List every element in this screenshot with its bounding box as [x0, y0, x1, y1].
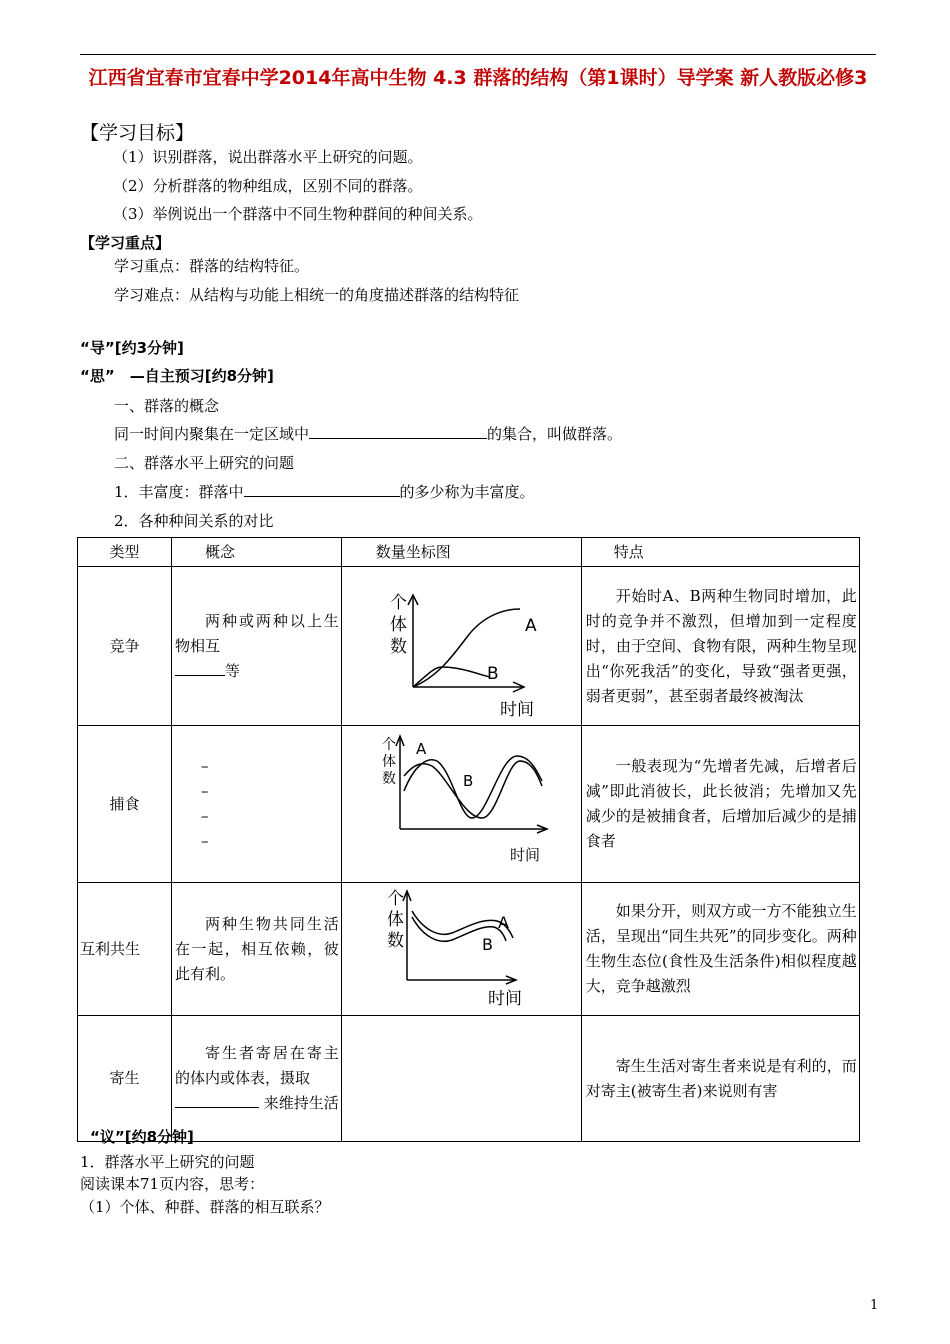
svg-text:数: 数 — [386, 931, 404, 951]
svg-text:个: 个 — [381, 737, 396, 753]
predation-graph-cell — [341, 726, 581, 883]
richness-text-post: 的多少称为丰富度。 — [399, 483, 535, 501]
competition-graph — [342, 567, 581, 717]
predation-feature — [581, 726, 859, 883]
mutualism-concept — [172, 883, 342, 1016]
page-number: 1 — [870, 1298, 879, 1313]
concept-text-post: 的集合，叫做群落。 — [487, 425, 623, 443]
parasitism-concept-text: 寄生者寄居在寄主的体内或体表，摄取 — [175, 1044, 339, 1087]
section-yi: “议”[约8分钟] — [90, 1128, 194, 1146]
label-a: A — [524, 616, 537, 636]
parasitism-concept — [172, 1016, 342, 1142]
difficulty-point: 学习难点：从结构与功能上相统一的角度描述群落的结构特征 — [114, 286, 520, 304]
label-b: B — [481, 935, 493, 954]
predation-graph — [342, 726, 581, 874]
parasitism-blank[interactable] — [175, 1093, 259, 1108]
competition-concept-text: 两种或两种以上生物相互 — [175, 611, 339, 655]
header-graph: 数量坐标图 — [341, 538, 581, 567]
parasitism-feature — [581, 1016, 859, 1142]
table-header-row — [78, 538, 860, 567]
svg-text:体: 体 — [386, 910, 404, 930]
section-dao: “导”[约3分钟] — [80, 339, 184, 357]
top-rule — [80, 54, 876, 55]
question-1-read: 阅读课本71页内容，思考： — [80, 1175, 265, 1193]
mutualism-feature-text: 如果分开，则双方或一方不能独立生活，呈现出“同生共死”的同步变化。两种生物生态位(食性及生活条件)相似程度越大，竞争越激烈 — [585, 902, 857, 995]
competition-blank[interactable] — [175, 661, 225, 676]
relations-table — [77, 537, 860, 1142]
goal-1: （1）识别群落，说出群落水平上研究的问题。 — [113, 148, 423, 166]
table-row — [78, 1016, 860, 1142]
relations-heading: 2．各种种间关系的对比 — [114, 512, 274, 530]
goal-3: （3）举例说出一个群落中不同生物种群间的种间关系。 — [113, 205, 483, 223]
concept-heading: 一、群落的概念 — [114, 397, 220, 415]
predation-concept — [172, 726, 342, 883]
predation-dash-1[interactable]: – — [201, 757, 209, 775]
question-1-sub: （1）个体、种群、群落的相互联系？ — [80, 1198, 330, 1216]
predation-dash-4[interactable]: – — [201, 832, 209, 850]
y-axis-label — [390, 593, 407, 657]
mutualism-concept-text: 两种生物共同生活在一起，相互依赖，彼此有利。 — [175, 914, 339, 983]
concept-text-pre: 同一时间内聚集在一定区域中 — [114, 425, 310, 443]
predation-feature-text: 一般表现为“先增者先减，后增者后减”即此消彼长，此长彼消；先增加又先减少的是被捕食者，后增加后减少的是捕食者 — [585, 757, 857, 850]
key-point: 学习重点：群落的结构特征。 — [114, 257, 310, 275]
row-type-mutualism: 互利共生 — [78, 883, 172, 1016]
svg-text:体: 体 — [381, 754, 396, 770]
richness-text-pre: 1．丰富度：群落中 — [114, 483, 244, 501]
label-a: A — [497, 913, 509, 932]
concept-blank[interactable] — [309, 424, 487, 439]
goals-heading: 【学习目标】 — [80, 122, 195, 144]
y-axis-label — [387, 889, 404, 951]
svg-text:体: 体 — [389, 615, 407, 635]
richness-sentence — [114, 482, 535, 502]
label-b: B — [462, 772, 474, 790]
section-si: “思” —自主预习[约8分钟] — [80, 367, 274, 385]
richness-blank[interactable] — [244, 482, 400, 497]
parasitism-feature-text: 寄生生活对寄生者来说是有利的，而对寄主(被寄生者)来说则有害 — [585, 1056, 857, 1100]
competition-feature — [581, 567, 859, 726]
parasitism-graph-cell — [341, 1016, 581, 1142]
label-b: B — [486, 664, 499, 684]
header-feature: 特点 — [581, 538, 859, 567]
svg-text:数: 数 — [381, 771, 396, 787]
question-1: 1．群落水平上研究的问题 — [80, 1153, 255, 1171]
parasitism-concept-suffix: 来维持生活 — [263, 1094, 339, 1112]
predation-dash-2[interactable]: – — [201, 782, 209, 800]
predation-dash-3[interactable]: – — [201, 807, 209, 825]
label-a: A — [415, 740, 427, 758]
mutualism-graph-cell — [341, 883, 581, 1016]
competition-concept-suffix: 等 — [225, 661, 241, 680]
x-axis-label: 时间 — [509, 846, 540, 864]
svg-text:个: 个 — [389, 593, 407, 613]
competition-graph-cell — [341, 567, 581, 726]
header-concept: 概念 — [172, 538, 342, 567]
row-type-predation: 捕食 — [78, 726, 172, 883]
goal-2: （2）分析群落的物种组成，区别不同的群落。 — [113, 177, 423, 195]
table-row — [78, 567, 860, 726]
svg-text:个: 个 — [386, 889, 404, 909]
research-heading: 二、群落水平上研究的问题 — [114, 454, 295, 472]
table-row — [78, 726, 860, 883]
mutualism-feature — [581, 883, 859, 1016]
concept-sentence — [114, 424, 622, 444]
x-axis-label: 时间 — [487, 989, 522, 1007]
parasitism-concept-line — [175, 1091, 339, 1116]
competition-concept-line — [175, 659, 339, 684]
document-title: 江西省宜春市宜春中学2014年高中生物 4.3 群落的结构（第1课时）导学案 新人教版必修3 — [88, 67, 868, 89]
competition-concept — [172, 567, 342, 726]
x-axis-label: 时间 — [499, 700, 534, 717]
table-row — [78, 883, 860, 1016]
mutualism-graph — [342, 883, 581, 1007]
row-type-competition: 竞争 — [78, 567, 172, 726]
y-axis-label — [382, 737, 396, 787]
competition-feature-text: 开始时A、B两种生物同时增加，此时的竞争并不激烈，但增加到一定程度时，由于空间、食物有限，两种生物呈现出“你死我活”的变化，导致“强者更强，弱者更弱”，甚至弱者最终被淘汰 — [585, 586, 857, 705]
svg-text:数: 数 — [389, 637, 407, 657]
header-type: 类型 — [78, 538, 172, 567]
curve-b — [413, 667, 490, 687]
row-type-parasitism: 寄生 — [78, 1016, 172, 1142]
key-heading: 【学习重点】 — [80, 234, 171, 252]
curve-a — [413, 609, 520, 687]
